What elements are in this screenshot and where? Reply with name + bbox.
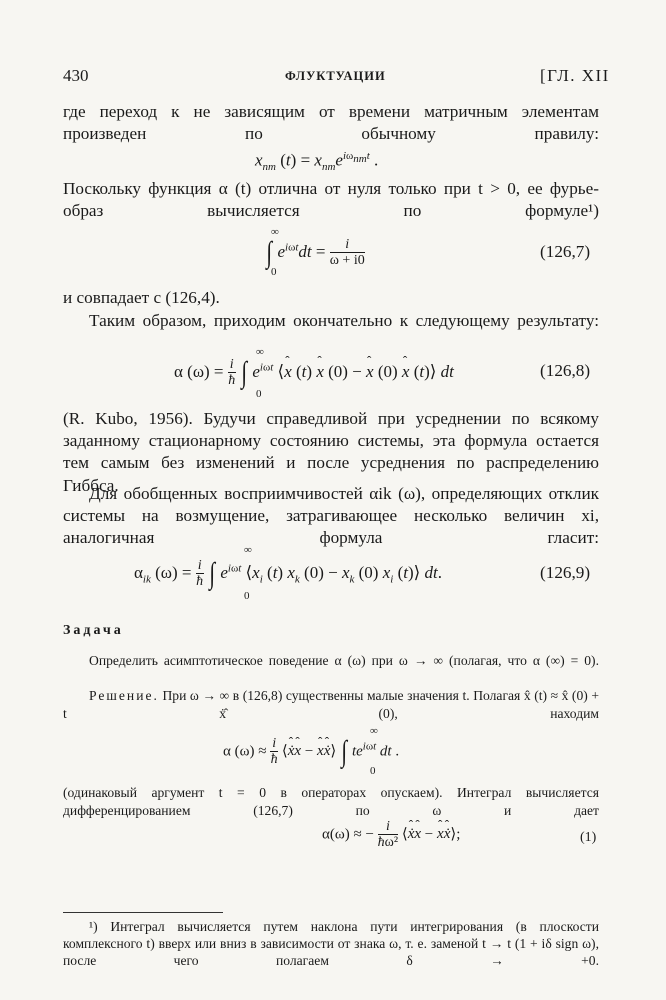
equation-number: (126,8)	[540, 361, 591, 380]
equation-number: (126,7)	[540, 242, 591, 261]
equation-xnm: $x_{nm}$ $(t) = x_{nm}e^{i\omega_{nm}t}$ .	[255, 150, 379, 174]
solution-text-1: Решение. При ω → ∞ в (126,8) существенны малые значения t. Полагая x̂ (t) ≈ x̂ (0) + t ẋ̂ (0), находим	[63, 688, 599, 721]
book-page: 430 ФЛУКТУАЦИИ [ГЛ. XII где переход к не зависящим от времени матричным элементам произведен по обычному правилу: $x_{nm}$ $(t) = x_{nm}e^{i\omega_{nm}t}$ . Поскольку функция α (t) отлична от нуля только при t > 0, ее фурье-образ вычисляется по формуле¹) ∞ 0 ∫ $e^{i\omega t}dt$ = $\frac{i}{\omega + i0}$ (126,7) и совпадает с (126,4). Таким образом, приходим окончательно к следующему результату: ∞ 0 α (ω) = $\frac{i}{ħ}$ ∫ $e^{i\omega t}$ ⟨ˆ x (t) ˆ x (0) − ˆ x (0) ˆ x (t)⟩ dt (126,8) (R. Kubo, 1956). Будучи справедливой при усреднении по всякому заданному стационарному состоянию системы, эта формула остается тем самым без изменений и после усреднения по распределению Гиббса. Для обобщенных восприимчивостей αik (ω), определяющих отклик системы на возмущение, затрагивающее несколько величин xi, аналогичная формула гласит: ∞ 0 $\alpha_{ik}$ (ω) = $\frac{i}{ħ}$ ∫ $e^{i\omega t}$ $⟨x_i$ (t) $x_k$ $(0) - x_k$ (0) $x_i$ (t)⟩ dt. (126,9) Задача Определить асимптотическое поведение α (ω) при ω → ∞ (полагая, что α (∞) = 0). Решение. При ω → ∞ в (126,8) существенны малые значения t. Полагая x̂ (t) ≈ x̂ (0) + t ẋ̂ (0), находим ∞ 0 α (ω) ≈ $\frac{i}{ħ}$ ⟨ˆ ẋˆ x − ˆ xˆ ẋ⟩ ∫ $te^{i\omega t}$ dt . (одинаковый аргумент t = 0 в операторах опускаем). Интеграл вычисляется дифференцированием (126,7) по ω и дает α(ω) ≈ − $\frac{i}{\text{ħω²}}$ ⟨ˆ ẋˆ x − ˆ xˆ ẋ⟩; (1) ¹) Интеграл вычисляется путем наклона пути интегрирования (в плоскости комплексного t) вверх или вниз в зависимости от знака ω, т. е. заменой t → t (1 + iδ sign ω), после чего полагаем δ → +0.	[0, 0, 666, 1000]
chapter-label: [ГЛ. XII	[540, 66, 610, 85]
footnote: ¹) Интеграл вычисляется путем наклона пути интегрирования (в плоскости комплексного t) вверх или вниз в зависимости от знака ω, т. е. заменой t → t (1 + iδ sign ω), после чего полагаем δ → +0.	[63, 919, 599, 969]
running-title: ФЛУКТУАЦИИ	[285, 69, 386, 83]
footnote-divider	[63, 912, 223, 913]
paragraph-5: (R. Kubo, 1956). Будучи справедливой при усреднении по всякому заданному стационарному состоянию системы, эта формула остается тем самым без изменений и после усреднения по распределению Гиббса.	[63, 409, 599, 495]
paragraph-2: Поскольку функция α (t) отлична от нуля только при t > 0, ее фурье-образ вычисляется по формуле¹)	[63, 179, 599, 221]
task-statement: Определить асимптотическое поведение α (ω) при ω → ∞ (полагая, что α (∞) = 0).	[89, 653, 599, 668]
solution-text-2: (одинаковый аргумент t = 0 в операторах опускаем). Интеграл вычисляется дифференцированием (126,7) по ω и дает	[63, 785, 599, 818]
paragraph-3: и совпадает с (126,4).	[63, 288, 220, 307]
page-number: 430	[63, 66, 89, 85]
paragraph-4: Таким образом, приходим окончательно к следующему результату:	[89, 311, 599, 330]
paragraph-6: Для обобщенных восприимчивостей αik (ω), определяющих отклик системы на возмущение, затрагивающее несколько величин xi, аналогичная формула гласит:	[63, 484, 599, 548]
paragraph-1: где переход к не зависящим от времени матричным элементам произведен по обычному правилу:	[63, 102, 599, 144]
equation-number: (126,9)	[540, 563, 591, 582]
equation-number: (1)	[580, 830, 597, 845]
task-heading: Задача	[63, 623, 124, 638]
